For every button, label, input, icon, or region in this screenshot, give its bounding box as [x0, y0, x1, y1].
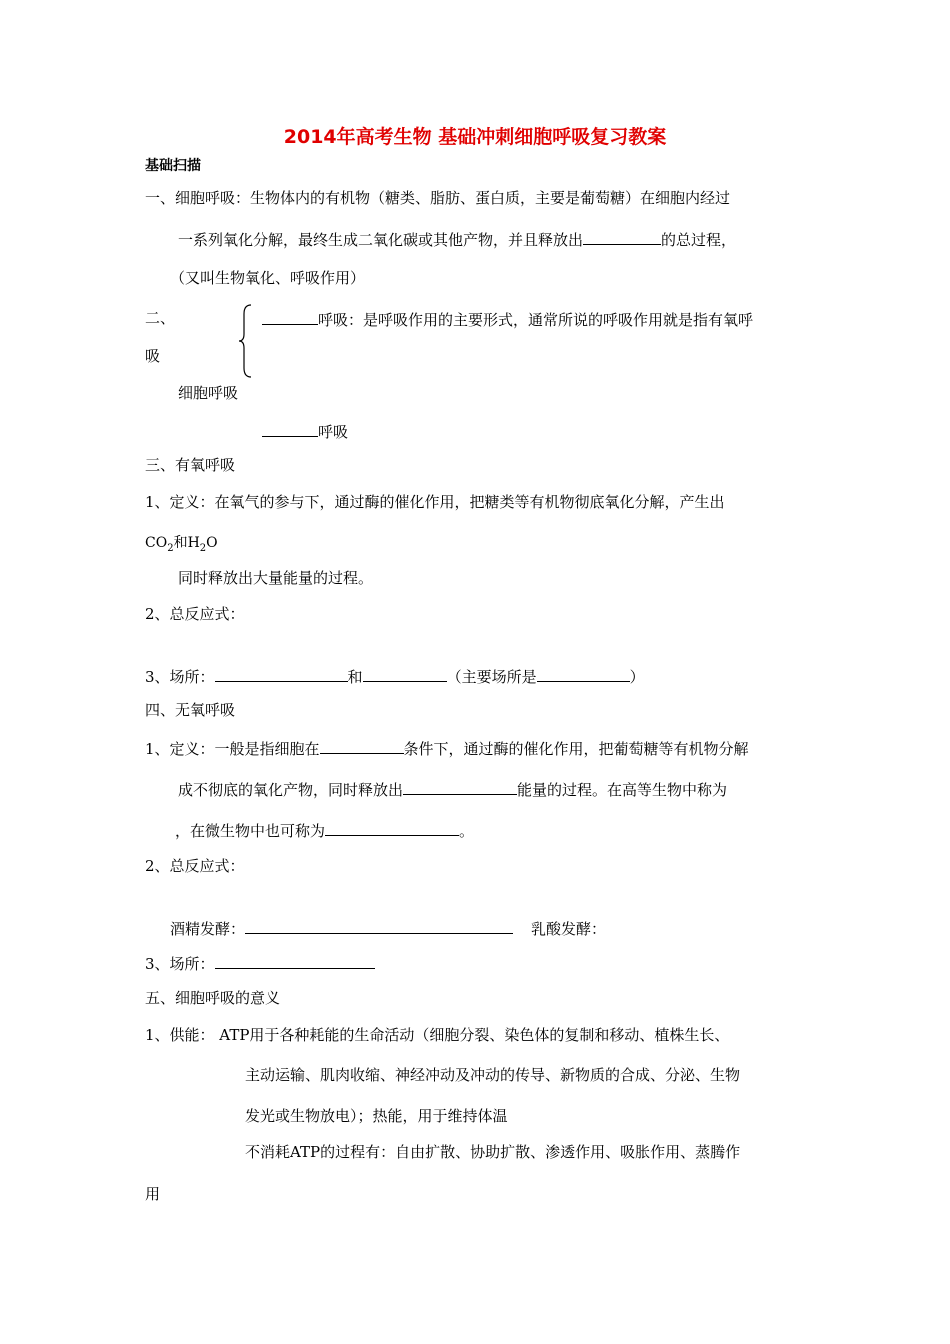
blank-anaerobic-site[interactable] [215, 952, 375, 969]
s4-definition-2 [178, 778, 727, 800]
blank-energy-amount[interactable] [403, 778, 517, 795]
s1-line-3: （又叫生物氧化、呼吸作用） [170, 269, 366, 287]
s4-site [145, 952, 375, 974]
s1-line-1: 一、细胞呼吸：生物体内的有机物（糖类、脂肪、蛋白质，主要是葡萄糖）在细胞内经过 [145, 189, 731, 207]
s5-line-4: 不消耗ATP的过程有：自由扩散、协助扩散、渗透作用、吸胀作用、蒸腾作 [245, 1143, 741, 1161]
s3-site-main-label: （主要场所是 [446, 668, 537, 686]
blank-energy[interactable] [583, 228, 661, 245]
s2-item-1-text: 呼吸：是呼吸作用的主要形式，通常所说的呼吸作用就是指有氧呼 [318, 311, 754, 329]
s2-item-2-text: 呼吸 [318, 423, 349, 441]
s2-label-2: 细胞呼吸 [178, 384, 239, 402]
s5-heading: 五、细胞呼吸的意义 [145, 989, 281, 1007]
blank-site-1[interactable] [215, 665, 348, 682]
brace-icon [238, 304, 252, 378]
blank-alcohol-eq[interactable] [245, 917, 513, 934]
s3-site-label: 3、场所： [145, 668, 215, 686]
s3-site [145, 665, 645, 687]
lactic-fermentation-label: 乳酸发酵： [531, 920, 607, 938]
s4-def-1b: 条件下，通过酶的催化作用，把葡萄糖等有机物分解 [403, 740, 749, 758]
blank-fermentation[interactable] [325, 819, 459, 836]
s4-def-1a: 1、定义：一般是指细胞在 [145, 740, 320, 758]
s5-line-3: 发光或生物放电）；热能，用于维持体温 [245, 1107, 508, 1125]
s5-line-2: 主动运输、肌肉收缩、神经冲动及冲动的传导、新物质的合成、分泌、生物 [245, 1066, 741, 1084]
s3-definition-3: 同时释放出大量能量的过程。 [178, 569, 374, 587]
blank-condition[interactable] [320, 737, 404, 754]
s2-label: 二、 [145, 309, 176, 327]
s3-definition-2 [145, 533, 218, 559]
s3-definition-1: 1、定义：在氧气的参与下，通过酶的催化作用，把糖类等有机物彻底氧化分解，产生出 [145, 493, 725, 511]
s2-item-1 [262, 308, 753, 330]
blank-site-main[interactable] [537, 665, 630, 682]
s4-equation: 2、总反应式： [145, 857, 245, 875]
and-text: 和 [173, 535, 188, 551]
h2o-o-text: O [206, 535, 218, 551]
s4-def-3b: 。 [459, 822, 475, 840]
s1-line-2-text-b: 的总过程， [661, 231, 737, 249]
s3-site-close: ） [629, 668, 645, 686]
blank-anaerobic[interactable] [262, 420, 318, 437]
s1-line-2-text-a: 一系列氧化分解，最终生成二氧化碳或其他产物，并且释放出 [178, 231, 584, 249]
s4-def-3a: ，在微生物中也可称为 [175, 822, 326, 840]
co2-subscript: 2 [167, 542, 174, 554]
blank-site-2[interactable] [363, 665, 447, 682]
page-title: 2014年高考生物 基础冲刺细胞呼吸复习教案 [283, 126, 667, 148]
s4-definition-1 [145, 737, 749, 759]
s2-tail: 吸 [145, 347, 161, 365]
s4-definition-3 [175, 819, 474, 841]
h2o-subscript: 2 [199, 542, 207, 554]
alcohol-fermentation-label: 酒精发酵： [170, 920, 246, 938]
section-subtitle: 基础扫描 [145, 158, 201, 174]
s1-line-2 [178, 228, 736, 250]
h2o-text: H [187, 535, 200, 551]
co2-text: CO [145, 535, 168, 551]
s2-item-2 [262, 420, 348, 442]
s4-site-label: 3、场所： [145, 955, 215, 973]
s4-heading: 四、无氧呼吸 [145, 701, 236, 719]
s4-fermentation-row [170, 917, 606, 939]
s5-line-1: 1、供能： ATP用于各种耗能的生命活动（细胞分裂、染色体的复制和移动、植株生长、 [145, 1026, 730, 1044]
s3-equation: 2、总反应式： [145, 605, 245, 623]
s4-def-2a: 成不彻底的氧化产物，同时释放出 [178, 781, 404, 799]
s3-site-and: 和 [347, 668, 363, 686]
s3-heading: 三、有氧呼吸 [145, 456, 236, 474]
s5-line-5: 用 [145, 1185, 161, 1203]
s4-def-2b: 能量的过程。在高等生物中称为 [517, 781, 728, 799]
blank-aerobic[interactable] [262, 308, 318, 325]
